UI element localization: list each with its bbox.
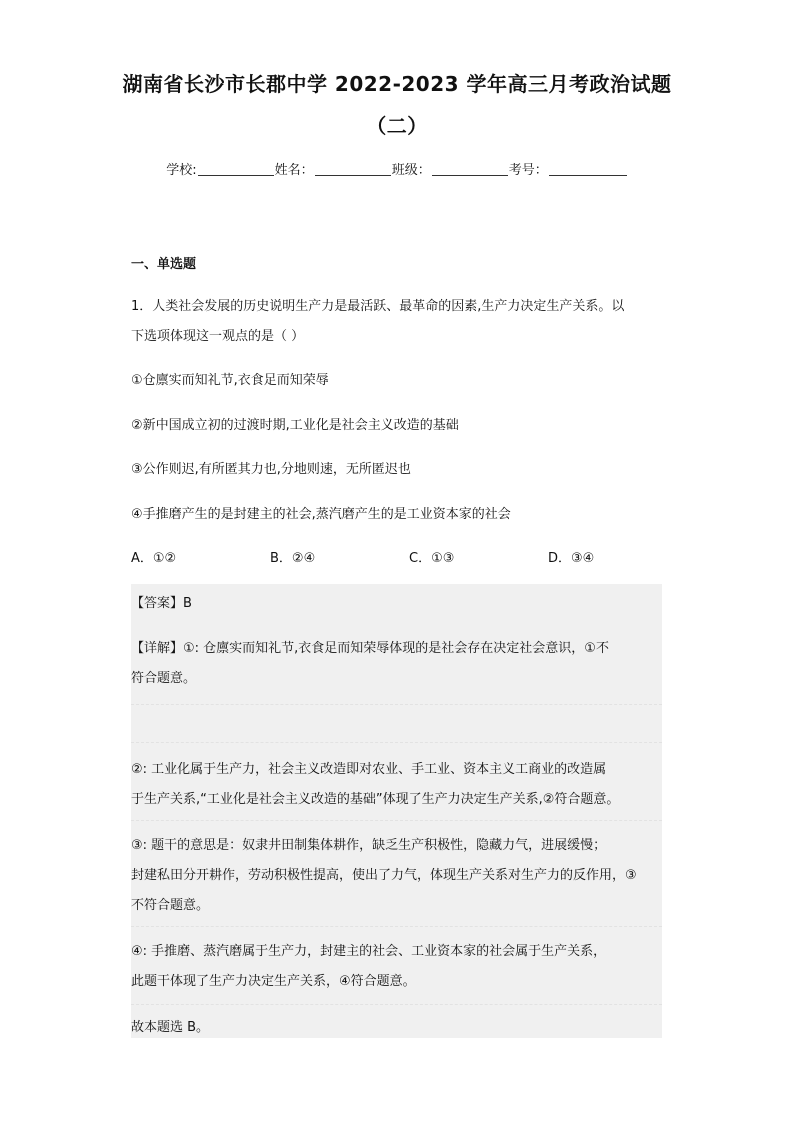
divider xyxy=(131,1004,662,1005)
question-stem-line1: 1．人类社会发展的历史说明生产力是最活跃、最革命的因素,生产力决定生产关系。以 xyxy=(131,299,625,314)
divider xyxy=(131,742,662,743)
question-item-2: ②新中国成立初的过渡时期,工业化是社会主义改造的基础 xyxy=(131,418,459,433)
document-title: 湖南省长沙市长郡中学 2022-2023 学年高三月考政治试题 xyxy=(122,72,672,96)
number-label: 考号： xyxy=(508,163,548,178)
question-item-4: ④手推磨产生的是封建主的社会,蒸汽磨产生的是工业资本家的社会 xyxy=(131,507,511,522)
detail-4-line2: 此题干体现了生产力决定生产关系，④符合题意。 xyxy=(131,974,416,989)
detail-2-line1: ②: 工业化属于生产力，社会主义改造即对农业、手工业、资本主义工商业的改造属 xyxy=(131,762,607,777)
divider xyxy=(131,820,662,821)
question-stem-line2: 下选项体现这一观点的是（ ） xyxy=(131,329,305,344)
class-label: 班级： xyxy=(391,163,431,178)
name-label: 姓名： xyxy=(274,163,314,178)
answer-line: 【答案】B xyxy=(131,596,192,611)
name-blank xyxy=(315,162,391,176)
school-blank xyxy=(198,162,274,176)
section-heading: 一、单选题 xyxy=(131,257,197,272)
option-b: B．②④ xyxy=(270,551,316,566)
detail-2-line2: 于生产关系,“工业化是社会主义改造的基础”体现了生产力决定生产关系,②符合题意。 xyxy=(131,792,620,807)
student-info-row xyxy=(0,159,794,178)
divider xyxy=(131,704,662,705)
number-blank xyxy=(549,162,627,176)
question-item-3: ③公作则迟,有所匿其力也,分地则速，无所匿迟也 xyxy=(131,462,411,477)
detail-4-line1: ④: 手推磨、蒸汽磨属于生产力，封建主的社会、工业资本家的社会属于生产关系， xyxy=(131,944,607,959)
option-a: A．①② xyxy=(131,551,177,566)
detail-3-line3: 不符合题意。 xyxy=(131,898,210,913)
document-subtitle: （二） xyxy=(366,114,428,138)
answer-conclusion: 故本题选 B。 xyxy=(131,1020,210,1035)
detail-3-line1: ③: 题干的意思是：奴隶井田制集体耕作，缺乏生产积极性，隐藏力气，进展缓慢； xyxy=(131,838,607,853)
class-blank xyxy=(432,162,508,176)
detail-1-line2: 符合题意。 xyxy=(131,671,197,686)
detail-3-line2: 封建私田分开耕作，劳动积极性提高，使出了力气，体现生产关系对生产力的反作用，③ xyxy=(131,868,637,883)
option-c: C．①③ xyxy=(409,551,455,566)
option-d: D．③④ xyxy=(548,551,595,566)
divider xyxy=(131,926,662,927)
detail-1-line1: 【详解】①: 仓廪实而知礼节,衣食足而知荣辱体现的是社会存在决定社会意识，①不 xyxy=(131,641,609,656)
school-label: 学校: xyxy=(166,163,197,178)
question-item-1: ①仓廪实而知礼节,衣食足而知荣辱 xyxy=(131,373,329,388)
